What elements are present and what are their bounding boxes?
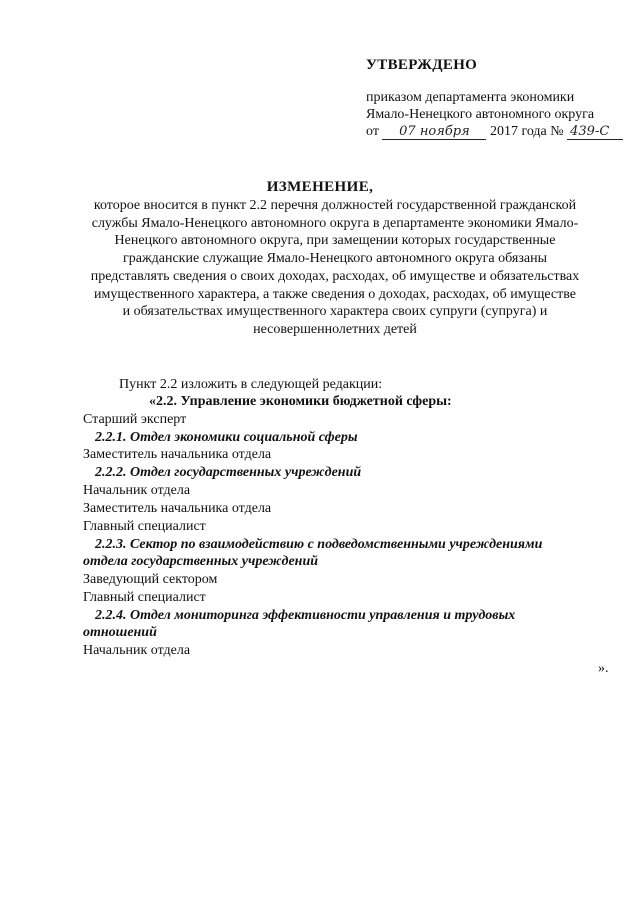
position-item: Главный специалист: [83, 519, 206, 534]
position-item: Заместитель начальника отдела: [83, 501, 272, 516]
position-item: Начальник отдела: [83, 643, 191, 658]
handwritten-order-number: 439-С: [567, 125, 623, 140]
closing-quote: ».: [598, 661, 609, 676]
section-heading: «2.2. Управление экономики бюджетной сферы:: [149, 394, 452, 409]
position-item: Заместитель начальника отдела: [83, 447, 272, 462]
preamble-line: службы Ямало-Ненецкого автономного округа в департаменте экономики Ямало-: [91, 215, 579, 231]
preamble-line: и обязательствах имущественного характера своих супруги (супруга) и: [122, 304, 548, 320]
document-title: ИЗМЕНЕНИЕ,: [266, 179, 374, 195]
position-item: Заведующий сектором: [83, 572, 218, 587]
preamble-line: которое вносится в пункт 2.2 перечня должностей государственной гражданской: [93, 198, 577, 213]
order-line-3: [366, 123, 623, 140]
subsection-heading-continued: отдела государственных учреждений: [83, 554, 319, 569]
preamble-line: представлять сведения о своих доходах, расходах, об имуществе и обязательствах: [90, 268, 580, 284]
subsection-heading: 2.2.1. Отдел экономики социальной сферы: [95, 430, 358, 445]
order-year: 2017 года №: [489, 124, 564, 139]
subsection-heading: 2.2.3. Сектор по взаимодействию с подведомственными учреждениями: [95, 537, 543, 552]
preamble-line: имущественного характера, а также сведения о доходах, расходах, об имуществе: [93, 286, 576, 302]
intro-text: Пункт 2.2 изложить в следующей редакции:: [119, 377, 383, 392]
subsection-heading-continued: отношений: [83, 625, 157, 640]
order-line-2: Ямало-Ненецкого автономного округа: [366, 107, 595, 122]
preamble-line: Ненецкого автономного округа, при замещении которых государственные: [114, 233, 556, 249]
preamble: [55, 197, 615, 339]
handwritten-date: 07 ноября: [382, 125, 486, 140]
position-item: Начальник отдела: [83, 483, 191, 498]
order-line-1: приказом департамента экономики: [366, 90, 575, 105]
order-reference: [366, 89, 623, 140]
position-item: Главный специалист: [83, 590, 206, 605]
preamble-line: несовершеннолетних детей: [253, 321, 417, 337]
subsection-heading: 2.2.4. Отдел мониторинга эффективности управления и трудовых: [95, 608, 516, 623]
position-item: Старший эксперт: [83, 412, 187, 427]
subsection-heading: 2.2.2. Отдел государственных учреждений: [95, 465, 362, 480]
approval-stamp-title: УТВЕРЖДЕНО: [366, 57, 478, 73]
order-prefix: от: [366, 124, 379, 139]
preamble-line: гражданские служащие Ямало-Ненецкого автономного округа обязаны: [123, 251, 547, 267]
